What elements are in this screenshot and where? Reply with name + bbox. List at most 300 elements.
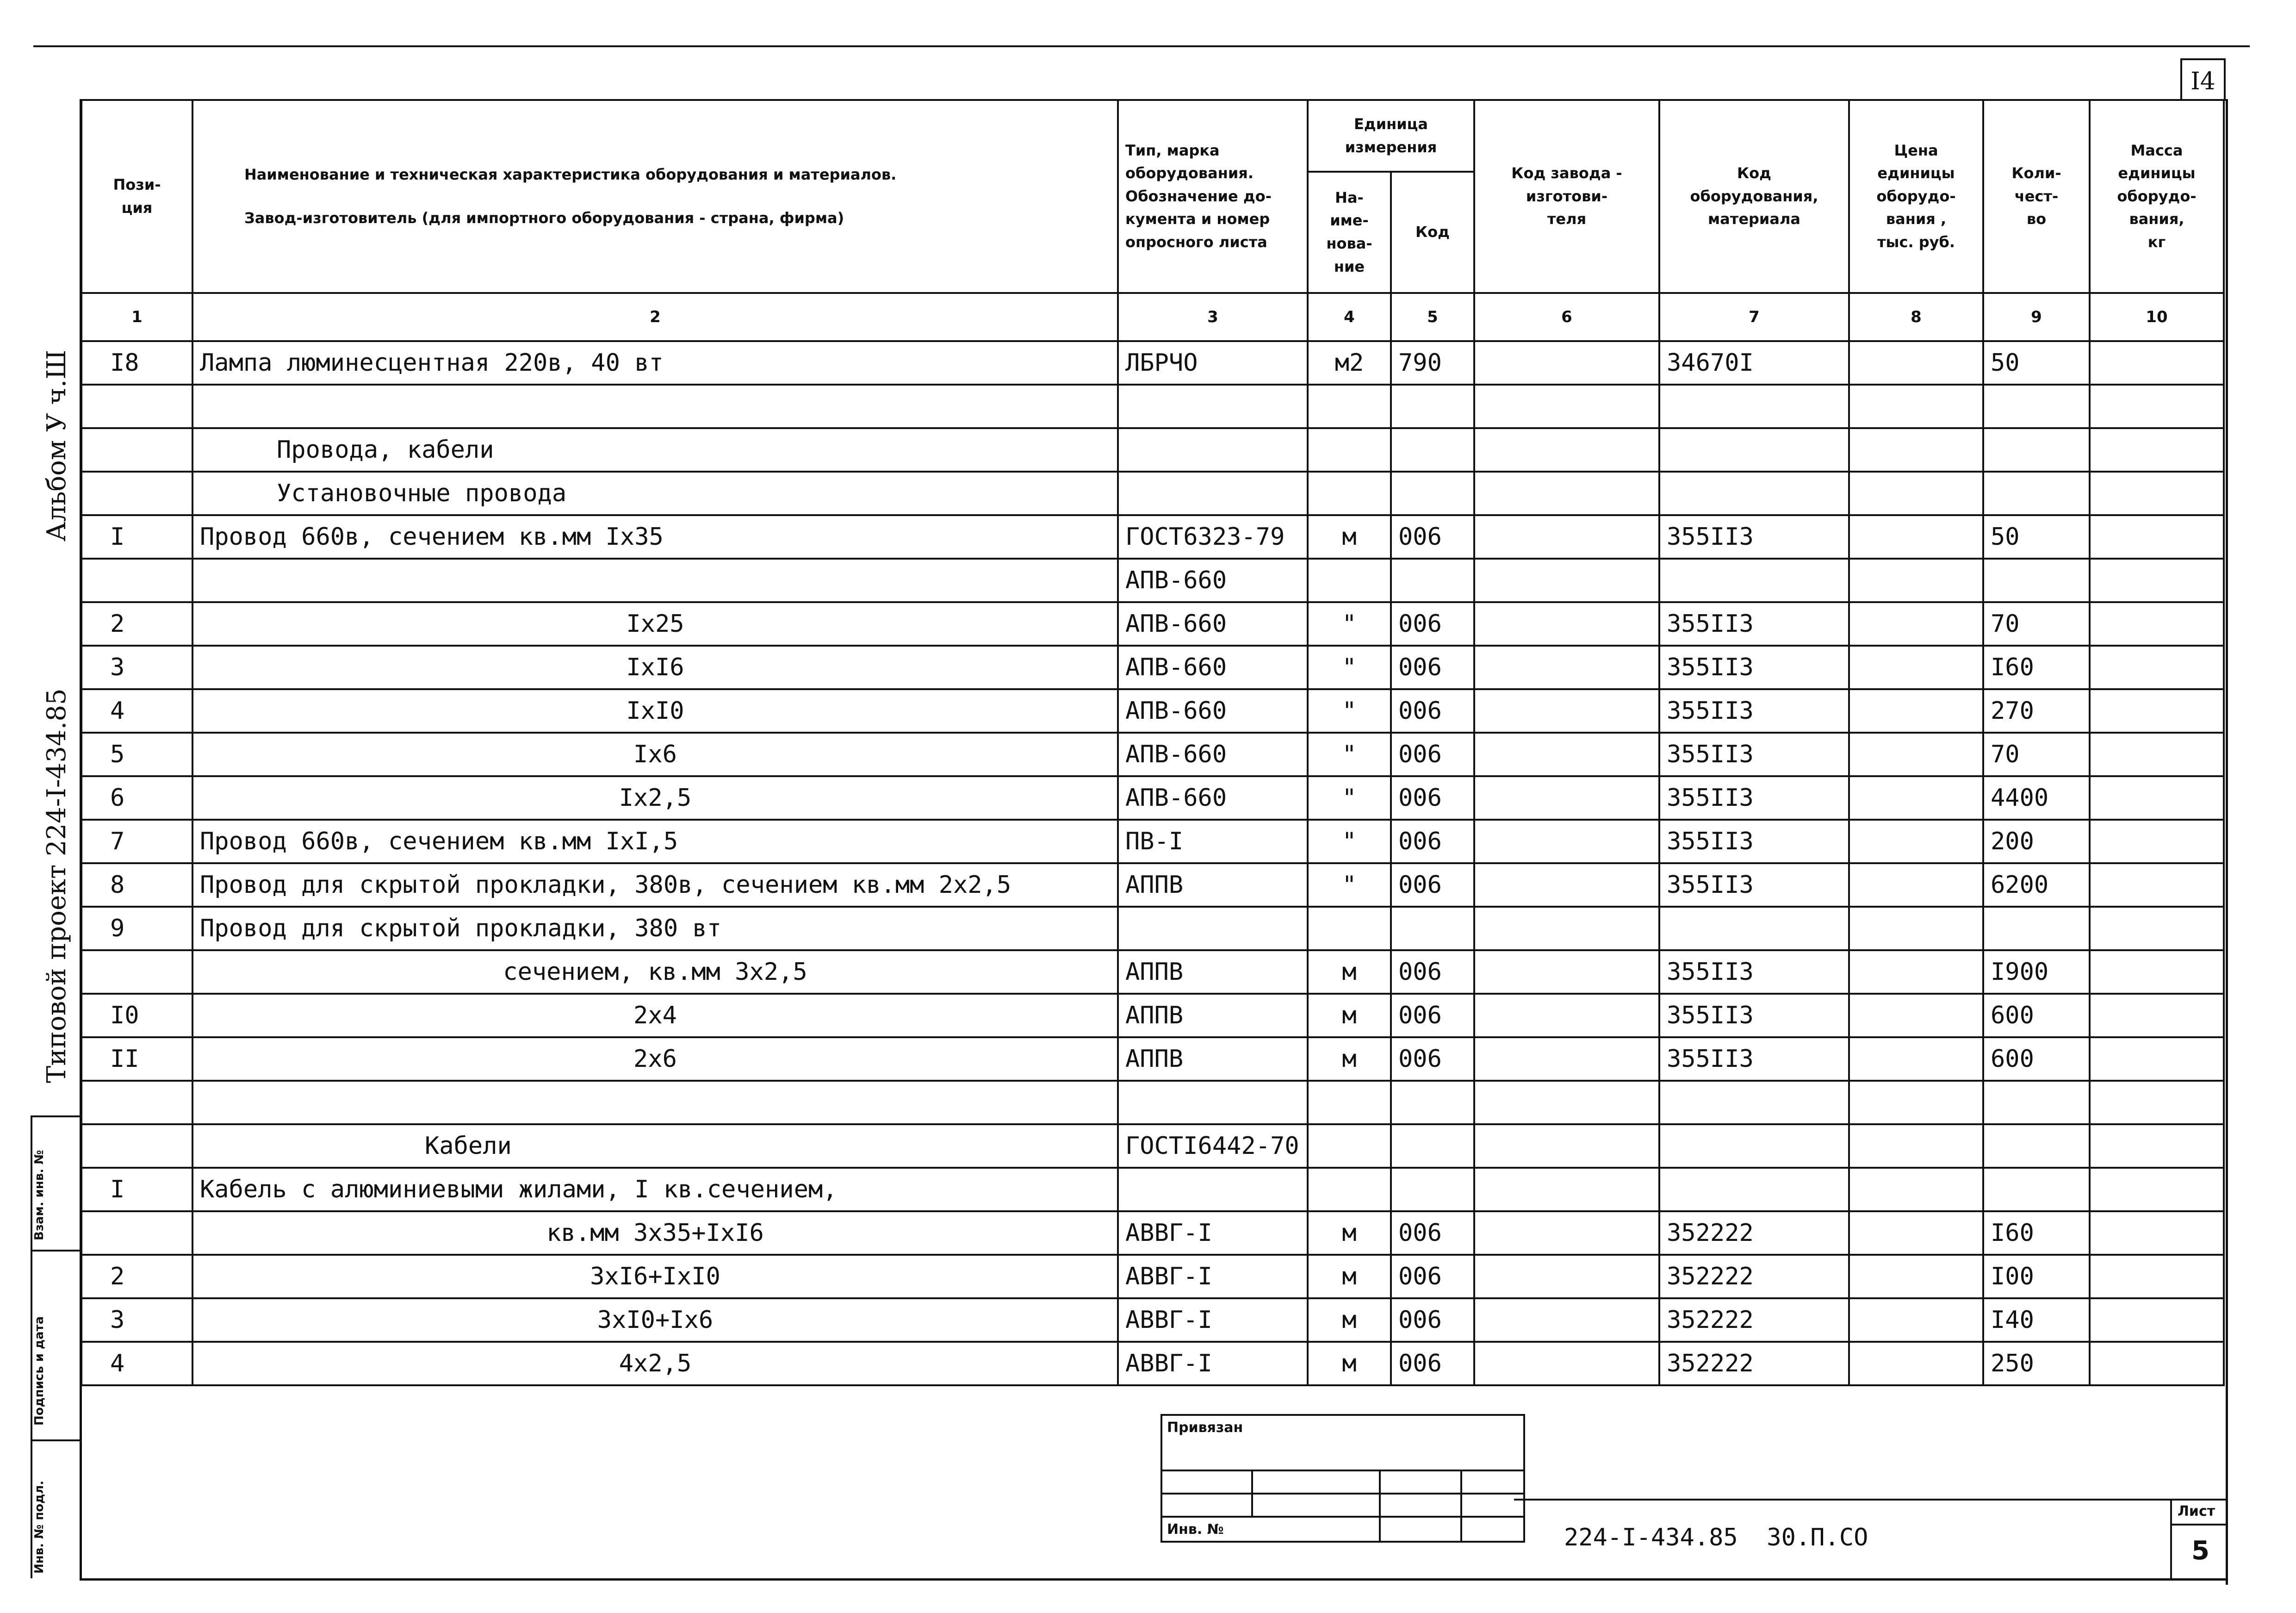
plant-code-cell	[1474, 776, 1659, 820]
plant-code-cell	[1474, 646, 1659, 689]
type-cell: АПВ-660	[1118, 646, 1308, 689]
position-cell	[81, 1124, 192, 1168]
header-unit: Единица измерения	[1308, 100, 1474, 172]
column-number: 1	[81, 293, 192, 341]
unit-name-cell	[1308, 559, 1391, 602]
unit-code-cell	[1391, 1168, 1474, 1211]
inventory-label: Инв. №	[1161, 1517, 1380, 1542]
unit-name-cell	[1308, 428, 1391, 472]
mass-cell	[2090, 602, 2224, 646]
equipment-code-cell: 352222	[1659, 1342, 1849, 1385]
plant-code-cell	[1474, 341, 1659, 385]
name-cell: 3хI6+IхI0	[192, 1255, 1118, 1298]
mass-cell	[2090, 950, 2224, 994]
mass-cell	[2090, 1211, 2224, 1255]
table-row	[81, 385, 2224, 428]
stamp-strip-div3	[31, 1439, 81, 1441]
price-cell	[1849, 385, 1983, 428]
position-cell: 2	[81, 1255, 192, 1298]
position-cell: 4	[81, 689, 192, 733]
mass-cell	[2090, 428, 2224, 472]
top-rule	[33, 45, 2250, 47]
quantity-cell	[1983, 1124, 2090, 1168]
name-cell: Провод для скрытой прокладки, 380 вт	[192, 907, 1118, 950]
position-cell: 4	[81, 1342, 192, 1385]
plant-code-cell	[1474, 863, 1659, 907]
price-cell	[1849, 341, 1983, 385]
table-row	[81, 994, 2224, 1037]
unit-code-cell: 006	[1391, 689, 1474, 733]
mass-cell	[2090, 1255, 2224, 1298]
name-cell: 2х4	[192, 994, 1118, 1037]
table-header	[81, 100, 2224, 293]
column-number: 10	[2090, 293, 2224, 341]
quantity-cell	[1983, 559, 2090, 602]
table-row	[81, 559, 2224, 602]
type-cell: АВВГ-I	[1118, 1255, 1308, 1298]
quantity-cell: 600	[1983, 1037, 2090, 1081]
unit-code-cell: 006	[1391, 776, 1474, 820]
table-row	[81, 515, 2224, 559]
name-cell: кв.мм 3х35+IхI6	[192, 1211, 1118, 1255]
type-cell: АППВ	[1118, 994, 1308, 1037]
name-cell: Iх6	[192, 733, 1118, 776]
table-row	[81, 472, 2224, 515]
unit-code-cell: 006	[1391, 950, 1474, 994]
header-unit-name: На- име- нова- ние	[1308, 172, 1391, 293]
equipment-code-cell: 355II3	[1659, 820, 1849, 863]
unit-code-cell: 006	[1391, 646, 1474, 689]
unit-code-cell	[1391, 428, 1474, 472]
unit-name-cell: "	[1308, 820, 1391, 863]
equipment-code-cell	[1659, 428, 1849, 472]
price-cell	[1849, 559, 1983, 602]
equipment-code-cell	[1659, 1124, 1849, 1168]
name-cell: Провод 660в, сечением кв.мм IхI,5	[192, 820, 1118, 863]
position-cell: 8	[81, 863, 192, 907]
stamp-strip-div2	[31, 1250, 81, 1252]
mass-cell	[2090, 1342, 2224, 1385]
plant-code-cell	[1474, 950, 1659, 994]
quantity-cell: 50	[1983, 341, 2090, 385]
position-cell: I	[81, 1168, 192, 1211]
price-cell	[1849, 907, 1983, 950]
type-cell	[1118, 1168, 1308, 1211]
equipment-code-cell: 355II3	[1659, 863, 1849, 907]
plant-code-cell	[1474, 428, 1659, 472]
quantity-cell: 6200	[1983, 863, 2090, 907]
unit-code-cell: 006	[1391, 1037, 1474, 1081]
position-cell: II	[81, 1037, 192, 1081]
price-cell	[1849, 1298, 1983, 1342]
name-cell: Провод 660в, сечением кв.мм Iх35	[192, 515, 1118, 559]
plant-code-cell	[1474, 472, 1659, 515]
table-row	[81, 1168, 2224, 1211]
price-cell	[1849, 689, 1983, 733]
table-row	[81, 820, 2224, 863]
header-name: Наименование и техническая характеристика оборудования и материалов. Завод-изготовитель (для импортного оборудования - страна, фирма)	[192, 100, 1118, 293]
column-number: 3	[1118, 293, 1308, 341]
price-cell	[1849, 994, 1983, 1037]
unit-name-cell: м	[1308, 950, 1391, 994]
mass-cell	[2090, 907, 2224, 950]
type-cell: ПВ-I	[1118, 820, 1308, 863]
unit-name-cell: м	[1308, 515, 1391, 559]
name-cell: 3хI0+Iх6	[192, 1298, 1118, 1342]
plant-code-cell	[1474, 559, 1659, 602]
unit-name-cell: м	[1308, 1255, 1391, 1298]
plant-code-cell	[1474, 602, 1659, 646]
header-unit-code: Код	[1391, 172, 1474, 293]
price-cell	[1849, 1342, 1983, 1385]
equipment-code-cell: 355II3	[1659, 994, 1849, 1037]
unit-name-cell: "	[1308, 776, 1391, 820]
header-type: Тип, марка оборудования. Обозначение до- кумента и номер опросного листа	[1118, 100, 1308, 293]
price-cell	[1849, 472, 1983, 515]
header-position: Пози- ция	[81, 100, 192, 293]
type-cell	[1118, 907, 1308, 950]
type-cell: АВВГ-I	[1118, 1298, 1308, 1342]
stamp-cell-sign: Подпись и дата	[32, 1316, 46, 1426]
quantity-cell: 4400	[1983, 776, 2090, 820]
table-row	[81, 863, 2224, 907]
unit-name-cell: "	[1308, 733, 1391, 776]
plant-code-cell	[1474, 820, 1659, 863]
name-cell: 2х6	[192, 1037, 1118, 1081]
price-cell	[1849, 863, 1983, 907]
position-cell	[81, 472, 192, 515]
header-equipment-code: Код оборудования, материала	[1659, 100, 1849, 293]
project-label: Типовой проект 224-I-434.85	[42, 688, 72, 1083]
unit-code-cell	[1391, 559, 1474, 602]
unit-code-cell: 006	[1391, 1298, 1474, 1342]
unit-code-cell	[1391, 907, 1474, 950]
sheet-box-mid	[2170, 1524, 2227, 1526]
position-cell: 2	[81, 602, 192, 646]
stamp-cell-replace: Взам. инв. №	[32, 1150, 46, 1240]
plant-code-cell	[1474, 1081, 1659, 1124]
name-cell: сечением, кв.мм 3х2,5	[192, 950, 1118, 994]
equipment-code-cell	[1659, 1081, 1849, 1124]
plant-code-cell	[1474, 1342, 1659, 1385]
name-cell: Кабели	[192, 1124, 1118, 1168]
quantity-cell: I00	[1983, 1255, 2090, 1298]
equipment-code-cell	[1659, 1168, 1849, 1211]
frame-right	[2226, 99, 2228, 1585]
price-cell	[1849, 776, 1983, 820]
plant-code-cell	[1474, 1124, 1659, 1168]
plant-code-cell	[1474, 1298, 1659, 1342]
type-cell: АППВ	[1118, 863, 1308, 907]
type-cell: ГОСТ6323-79	[1118, 515, 1308, 559]
name-cell	[192, 559, 1118, 602]
unit-code-cell: 006	[1391, 602, 1474, 646]
column-number-row	[81, 293, 2224, 341]
plant-code-cell	[1474, 689, 1659, 733]
equipment-code-cell	[1659, 559, 1849, 602]
mass-cell	[2090, 1037, 2224, 1081]
position-cell: 3	[81, 1298, 192, 1342]
quantity-cell: 50	[1983, 515, 2090, 559]
table-row	[81, 907, 2224, 950]
table-row	[81, 950, 2224, 994]
price-cell	[1849, 602, 1983, 646]
unit-name-cell: "	[1308, 689, 1391, 733]
mass-cell	[2090, 863, 2224, 907]
document-code: 224-I-434.85 30.П.СО	[1564, 1524, 1868, 1551]
mass-cell	[2090, 559, 2224, 602]
quantity-cell	[1983, 1081, 2090, 1124]
unit-name-cell: м	[1308, 1037, 1391, 1081]
type-cell: АПВ-660	[1118, 689, 1308, 733]
plant-code-cell	[1474, 1168, 1659, 1211]
price-cell	[1849, 950, 1983, 994]
quantity-cell: I900	[1983, 950, 2090, 994]
table-row	[81, 602, 2224, 646]
price-cell	[1849, 428, 1983, 472]
plant-code-cell	[1474, 1211, 1659, 1255]
unit-name-cell: м	[1308, 994, 1391, 1037]
position-cell	[81, 559, 192, 602]
unit-code-cell: 790	[1391, 341, 1474, 385]
unit-name-cell	[1308, 1081, 1391, 1124]
unit-name-cell: м	[1308, 1342, 1391, 1385]
unit-name-cell: м	[1308, 1211, 1391, 1255]
equipment-code-cell: 355II3	[1659, 1037, 1849, 1081]
sheet-number: 5	[2191, 1536, 2209, 1566]
quantity-cell: 200	[1983, 820, 2090, 863]
type-cell	[1118, 472, 1308, 515]
type-cell: АПВ-660	[1118, 776, 1308, 820]
price-cell	[1849, 820, 1983, 863]
equipment-code-cell: 355II3	[1659, 646, 1849, 689]
table-body	[81, 293, 2224, 1385]
type-cell	[1118, 385, 1308, 428]
equipment-code-cell: 355II3	[1659, 602, 1849, 646]
name-cell: Установочные провода	[192, 472, 1118, 515]
mass-cell	[2090, 646, 2224, 689]
mass-cell	[2090, 1298, 2224, 1342]
table-row	[81, 776, 2224, 820]
position-cell: 3	[81, 646, 192, 689]
mass-cell	[2090, 472, 2224, 515]
equipment-code-cell: 355II3	[1659, 689, 1849, 733]
mass-cell	[2090, 1124, 2224, 1168]
frame-bottom	[80, 1578, 2228, 1581]
name-cell: IхI0	[192, 689, 1118, 733]
unit-code-cell	[1391, 472, 1474, 515]
type-cell: АППВ	[1118, 950, 1308, 994]
position-cell	[81, 385, 192, 428]
table-row	[81, 428, 2224, 472]
mass-cell	[2090, 733, 2224, 776]
mass-cell	[2090, 385, 2224, 428]
unit-name-cell	[1308, 1168, 1391, 1211]
quantity-cell: 250	[1983, 1342, 2090, 1385]
column-number: 2	[192, 293, 1118, 341]
position-cell: 9	[81, 907, 192, 950]
unit-name-cell	[1308, 1124, 1391, 1168]
quantity-cell	[1983, 1168, 2090, 1211]
equipment-code-cell	[1659, 472, 1849, 515]
equipment-code-cell: 352222	[1659, 1255, 1849, 1298]
unit-code-cell: 006	[1391, 994, 1474, 1037]
unit-code-cell: 006	[1391, 1342, 1474, 1385]
table-row	[81, 689, 2224, 733]
equipment-code-cell: 355II3	[1659, 515, 1849, 559]
unit-name-cell	[1308, 907, 1391, 950]
plant-code-cell	[1474, 733, 1659, 776]
name-cell	[192, 385, 1118, 428]
stamp-strip-div1	[31, 1115, 81, 1117]
type-cell: АПВ-660	[1118, 733, 1308, 776]
sheet-label: Лист	[2178, 1503, 2215, 1520]
quantity-cell	[1983, 907, 2090, 950]
unit-name-cell: "	[1308, 646, 1391, 689]
position-cell: I	[81, 515, 192, 559]
equipment-code-cell: 355II3	[1659, 733, 1849, 776]
position-cell: 7	[81, 820, 192, 863]
position-cell: 6	[81, 776, 192, 820]
type-cell: АППВ	[1118, 1037, 1308, 1081]
unit-code-cell: 006	[1391, 733, 1474, 776]
price-cell	[1849, 646, 1983, 689]
unit-name-cell	[1308, 385, 1391, 428]
type-cell	[1118, 428, 1308, 472]
column-number: 9	[1983, 293, 2090, 341]
equipment-code-cell: 352222	[1659, 1298, 1849, 1342]
position-cell: 5	[81, 733, 192, 776]
unit-code-cell: 006	[1391, 1211, 1474, 1255]
table-row	[81, 1037, 2224, 1081]
plant-code-cell	[1474, 385, 1659, 428]
plant-code-cell	[1474, 515, 1659, 559]
quantity-cell: I60	[1983, 1211, 2090, 1255]
equipment-code-cell: 352222	[1659, 1211, 1849, 1255]
linked-label: Привязан	[1161, 1415, 1524, 1470]
type-cell: АПВ-660	[1118, 602, 1308, 646]
mass-cell	[2090, 820, 2224, 863]
type-cell: ЛБРЧО	[1118, 341, 1308, 385]
position-cell	[81, 1081, 192, 1124]
price-cell	[1849, 1124, 1983, 1168]
name-cell: Лампа люминесцентная 220в, 40 вт	[192, 341, 1118, 385]
table-row	[81, 1124, 2224, 1168]
quantity-cell: 70	[1983, 733, 2090, 776]
name-cell: 4х2,5	[192, 1342, 1118, 1385]
name-cell: Iх2,5	[192, 776, 1118, 820]
price-cell	[1849, 1211, 1983, 1255]
column-number: 6	[1474, 293, 1659, 341]
quantity-cell	[1983, 472, 2090, 515]
table-row	[81, 1255, 2224, 1298]
plant-code-cell	[1474, 1037, 1659, 1081]
unit-name-cell: "	[1308, 863, 1391, 907]
equipment-code-cell	[1659, 907, 1849, 950]
position-cell	[81, 1211, 192, 1255]
type-cell: АПВ-660	[1118, 559, 1308, 602]
quantity-cell	[1983, 428, 2090, 472]
position-cell	[81, 950, 192, 994]
stamp-cell-inv: Инв. № подл.	[32, 1480, 46, 1574]
unit-code-cell: 006	[1391, 863, 1474, 907]
unit-name-cell	[1308, 472, 1391, 515]
equipment-code-cell: 355II3	[1659, 776, 1849, 820]
equipment-code-cell	[1659, 385, 1849, 428]
header-price: Цена единицы оборудо- вания , тыс. руб.	[1849, 100, 1983, 293]
price-cell	[1849, 1081, 1983, 1124]
type-cell: ГОСТI6442-70	[1118, 1124, 1308, 1168]
unit-code-cell	[1391, 1081, 1474, 1124]
plant-code-cell	[1474, 907, 1659, 950]
unit-name-cell: м2	[1308, 341, 1391, 385]
plant-code-cell	[1474, 1255, 1659, 1298]
quantity-cell	[1983, 385, 2090, 428]
mass-cell	[2090, 1168, 2224, 1211]
unit-code-cell: 006	[1391, 820, 1474, 863]
table-row	[81, 1081, 2224, 1124]
unit-code-cell: 006	[1391, 1255, 1474, 1298]
table-row	[81, 1298, 2224, 1342]
unit-name-cell: м	[1308, 1298, 1391, 1342]
column-number: 7	[1659, 293, 1849, 341]
table-row	[81, 733, 2224, 776]
specification-table	[81, 99, 2225, 1386]
header-plant-code: Код завода - изготови- теля	[1474, 100, 1659, 293]
column-number: 5	[1391, 293, 1474, 341]
quantity-cell: I40	[1983, 1298, 2090, 1342]
type-cell	[1118, 1081, 1308, 1124]
column-number: 8	[1849, 293, 1983, 341]
price-cell	[1849, 733, 1983, 776]
quantity-cell: 270	[1983, 689, 2090, 733]
linked-stamp	[1160, 1414, 1525, 1543]
album-label: Альбом У ч.Ш	[42, 349, 72, 542]
mass-cell	[2090, 1081, 2224, 1124]
unit-code-cell: 006	[1391, 515, 1474, 559]
title-block-top	[1514, 1499, 2227, 1501]
name-cell: Провод для скрытой прокладки, 380в, сечением кв.мм 2х2,5	[192, 863, 1118, 907]
table-row	[81, 1211, 2224, 1255]
table-row	[81, 341, 2224, 385]
price-cell	[1849, 1255, 1983, 1298]
mass-cell	[2090, 515, 2224, 559]
name-cell	[192, 1081, 1118, 1124]
plant-code-cell	[1474, 994, 1659, 1037]
quantity-cell: 600	[1983, 994, 2090, 1037]
table-row	[81, 1342, 2224, 1385]
equipment-code-cell: 34670I	[1659, 341, 1849, 385]
corner-sheet-number: I4	[2180, 58, 2226, 101]
unit-name-cell: "	[1308, 602, 1391, 646]
unit-code-cell	[1391, 1124, 1474, 1168]
quantity-cell: 70	[1983, 602, 2090, 646]
unit-code-cell	[1391, 385, 1474, 428]
name-cell: Кабель с алюминиевыми жилами, I кв.сечением,	[192, 1168, 1118, 1211]
header-quantity: Коли- чест- во	[1983, 100, 2090, 293]
price-cell	[1849, 1168, 1983, 1211]
mass-cell	[2090, 994, 2224, 1037]
equipment-code-cell: 355II3	[1659, 950, 1849, 994]
position-cell: I0	[81, 994, 192, 1037]
position-cell: I8	[81, 341, 192, 385]
position-cell	[81, 428, 192, 472]
column-number: 4	[1308, 293, 1391, 341]
type-cell: АВВГ-I	[1118, 1342, 1308, 1385]
price-cell	[1849, 515, 1983, 559]
name-cell: Iх25	[192, 602, 1118, 646]
table-row	[81, 646, 2224, 689]
